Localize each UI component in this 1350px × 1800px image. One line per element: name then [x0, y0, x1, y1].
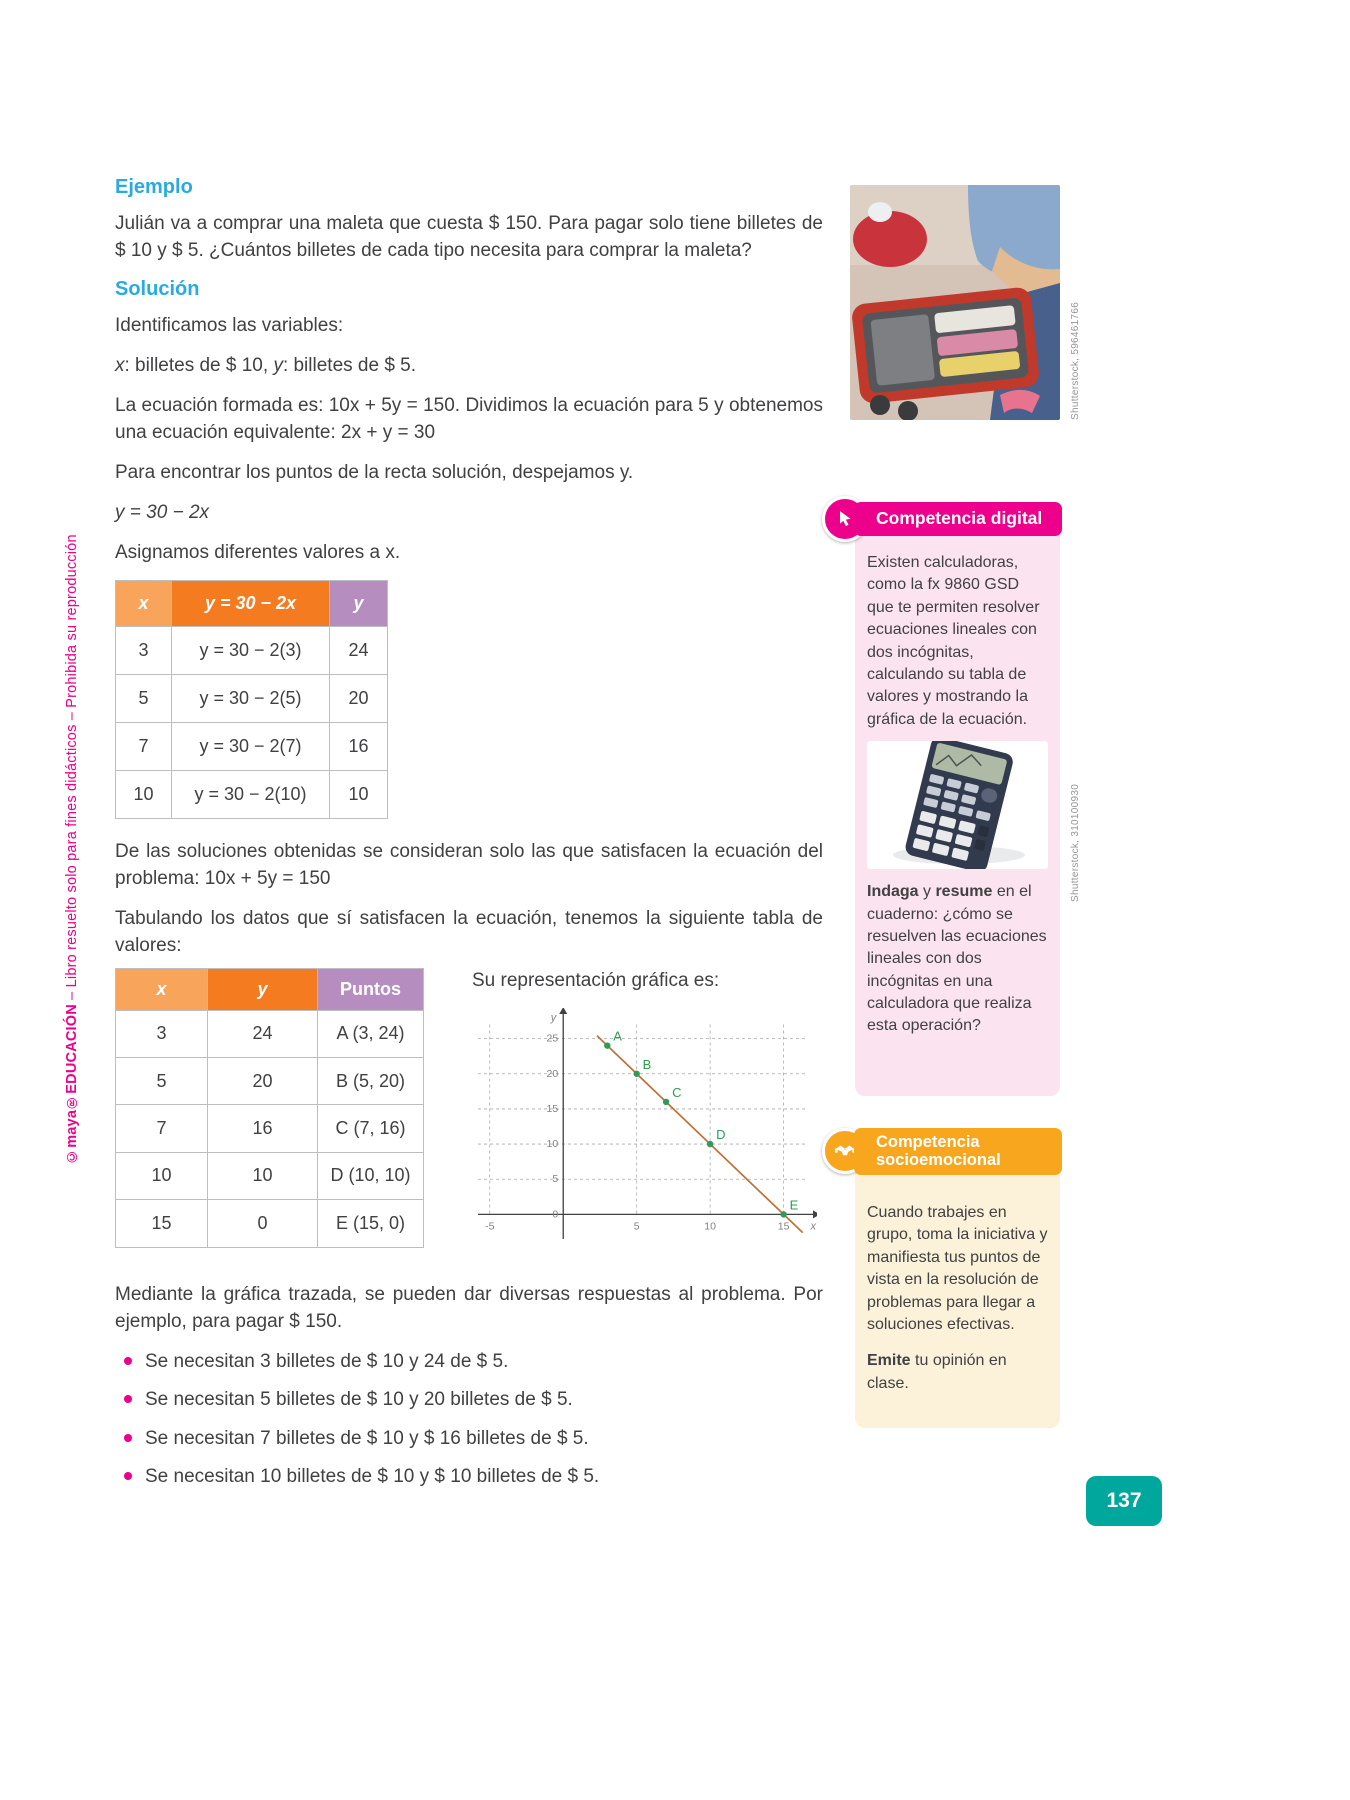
svg-text:C: C	[672, 1084, 682, 1100]
svg-text:-5: -5	[485, 1219, 495, 1232]
suitcase-photo-illustration	[850, 185, 1060, 420]
example-heading: Ejemplo	[115, 176, 193, 198]
svg-text:y: y	[550, 1011, 557, 1024]
publisher-logo-text: ©maya®EDUCACIÓN	[64, 1004, 80, 1164]
solution-graph	[472, 968, 823, 1268]
competencia-socio-label: Competencia socioemocional	[854, 1128, 1062, 1175]
competencia-digital-badge	[822, 496, 1062, 542]
table1-header-eq: y = 30 − 2x	[172, 580, 330, 626]
list-item: Se necesitan 3 billetes de $ 10 y 24 de $ 5.	[115, 1349, 823, 1376]
svg-text:E: E	[789, 1196, 799, 1212]
table2-header-x: x	[116, 968, 208, 1010]
problem-text: Julián va a comprar una maleta que cuesta $ 150. Para pagar solo tiene billetes de $ 10 y $ 5. ¿Cuántos billetes de cada tipo necesita para comprar la maleta?	[115, 213, 823, 261]
svg-text:A: A	[613, 1028, 622, 1044]
competencia-socio-badge	[822, 1128, 1062, 1175]
competencia-socio-box	[855, 1146, 1060, 1428]
table-row: 3 y = 30 − 2(3) 24	[116, 626, 388, 674]
line-chart	[472, 1008, 817, 1263]
svg-text:20: 20	[546, 1067, 559, 1080]
calculator-credit: Shutterstock, 310100930	[1070, 783, 1081, 902]
solution-heading: Solución	[115, 277, 200, 300]
solved-equation: y = 30 − 2x	[115, 501, 210, 523]
table-row: 3 24 A (3, 24)	[116, 1010, 424, 1057]
list-item: Se necesitan 5 billetes de $ 10 y 20 billetes de $ 5.	[115, 1387, 823, 1414]
table-row: 10 10 D (10, 10)	[116, 1152, 424, 1199]
svg-text:D: D	[716, 1126, 726, 1142]
photo-credit: Shutterstock, 596461766	[1070, 301, 1081, 420]
assign-line: Asignamos diferentes valores a x.	[115, 541, 401, 563]
page-number: 137	[1086, 1476, 1162, 1526]
table1-header-y: y	[330, 580, 388, 626]
svg-text:10: 10	[704, 1219, 716, 1232]
answers-list	[115, 1349, 823, 1491]
table2-header-y: y	[208, 968, 318, 1010]
tabulate-text: Tabulando los datos que sí satisfacen la ecuación, tenemos la siguiente tabla de valores:	[115, 907, 823, 956]
table-row: 5 y = 30 − 2(5) 20	[116, 674, 388, 722]
table-row: 15 0 E (15, 0)	[116, 1200, 424, 1247]
table-header-row	[116, 580, 388, 626]
digital-body-text: Existen calculadoras, como la fx 9860 GSD que te permiten resolver ecuaciones lineales con dos incógnitas, calculando su tabla de valores y mostrando la gráfica de la ecuación.	[867, 554, 1040, 728]
table-graph-row	[115, 968, 823, 1268]
identify-line: Identificamos las variables:	[115, 314, 344, 336]
list-item: Se necesitan 7 billetes de $ 10 y $ 16 billetes de $ 5.	[115, 1426, 823, 1453]
list-item: Se necesitan 10 billetes de $ 10 y $ 10 billetes de $ 5.	[115, 1464, 823, 1491]
table1-header-x: x	[116, 580, 172, 626]
svg-text:5: 5	[633, 1219, 640, 1232]
table2-header-puntos: Puntos	[318, 968, 424, 1010]
table-header-row	[116, 968, 424, 1010]
svg-text:0: 0	[552, 1207, 559, 1220]
copyright-sidebar	[64, 412, 94, 1164]
conclusion-text: Mediante la gráfica trazada, se pueden dar diversas respuestas al problema. Por ejemplo, para pagar $ 150.	[115, 1283, 823, 1332]
svg-text:15: 15	[546, 1102, 559, 1115]
table-row: 7 16 C (7, 16)	[116, 1105, 424, 1152]
emite-text: Emite tu opinión en clase.	[867, 1352, 1007, 1392]
copyright-text: – Libro resuelto solo para fines didácticos – Prohibida su reproducción	[64, 534, 80, 1005]
indaga-text: Indaga y resume en el cuaderno: ¿cómo se resuelven las ecuaciones lineales con dos incógnitas en una calculadora que realiza esta operación?	[867, 883, 1047, 1035]
table-row: 10 y = 30 − 2(10) 10	[116, 770, 388, 818]
main-content	[115, 176, 823, 1503]
equation-line: La ecuación formada es: 10x + 5y = 150. Dividimos la ecuación para 5 y obtenemos una ecuación equivalente: 2x + y = 30	[115, 394, 823, 443]
values-table	[115, 580, 388, 819]
suitcase-photo	[850, 185, 1060, 420]
svg-text:10: 10	[546, 1137, 559, 1150]
svg-text:5: 5	[552, 1172, 559, 1185]
competencia-digital-box	[855, 512, 1060, 1096]
variables-line: x: billetes de $ 10, y: billetes de $ 5.	[115, 354, 417, 376]
calculator-illustration	[867, 741, 1048, 869]
svg-text:x: x	[810, 1219, 816, 1232]
despeje-line: Para encontrar los puntos de la recta solución, despejamos y.	[115, 461, 634, 483]
calculator-image	[867, 741, 1048, 869]
points-table	[115, 968, 424, 1248]
consider-text: De las soluciones obtenidas se consideran solo las que satisfacen la ecuación del problema: 10x + 5y = 150	[115, 840, 823, 889]
svg-text:25: 25	[546, 1032, 559, 1045]
competencia-digital-label: Competencia digital	[854, 502, 1062, 536]
socio-body-text: Cuando trabajes en grupo, toma la iniciativa y manifiesta tus puntos de vista en la resolución de problemas para llegar a soluciones efectivas.	[867, 1204, 1048, 1333]
graph-title: Su representación gráfica es:	[472, 969, 720, 991]
table-row: 5 20 B (5, 20)	[116, 1057, 424, 1104]
svg-text:B: B	[642, 1056, 652, 1072]
svg-text:15: 15	[777, 1219, 790, 1232]
table-row: 7 y = 30 − 2(7) 16	[116, 722, 388, 770]
